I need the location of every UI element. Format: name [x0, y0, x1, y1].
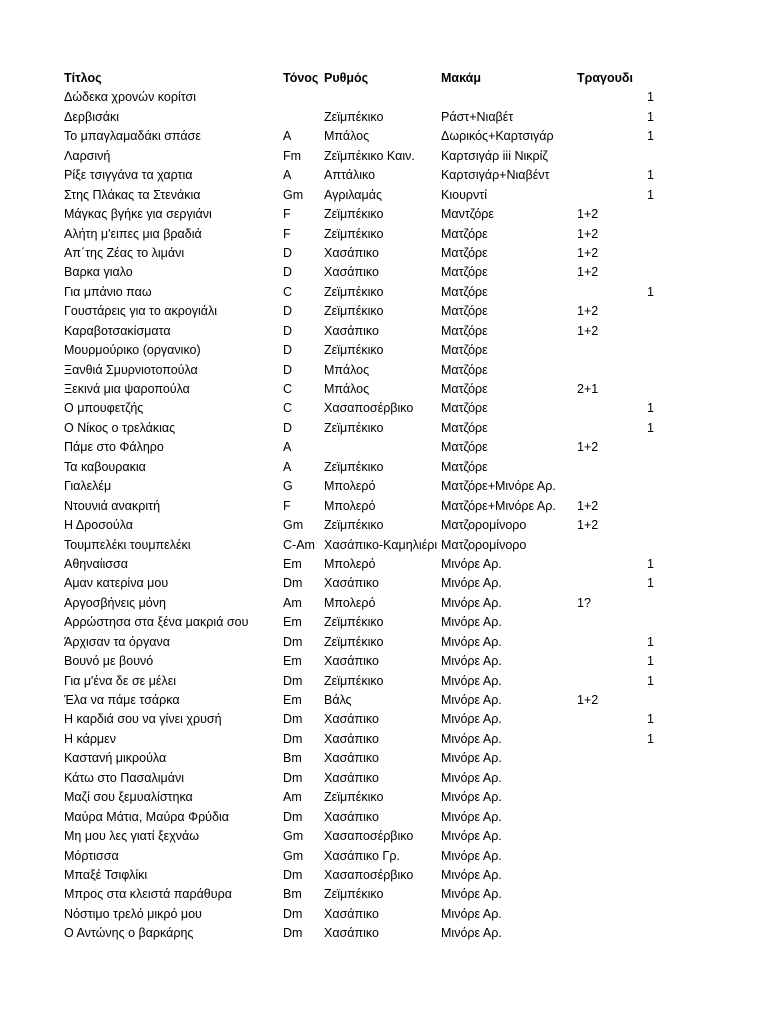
song-title: Γουστάρεις για το ακρογιάλι	[64, 304, 218, 319]
song-title: Μπαξέ Τσιφλίκι	[64, 867, 148, 882]
song-tone: A	[283, 440, 292, 455]
song-flag: 1	[647, 576, 654, 591]
song-vocals: 1+2	[577, 304, 599, 319]
table-body	[0, 88, 768, 943]
song-title: Μη μου λες γιατί ξεχνάω	[64, 829, 200, 844]
song-makam: Ματζόρε	[441, 420, 488, 435]
song-rhythm: Χασάπικο	[324, 809, 379, 824]
song-makam: Ματζόρε	[441, 245, 488, 260]
song-makam: Ματζόρε	[441, 459, 488, 474]
song-rhythm: Ζεϊμπέκικο	[324, 343, 384, 358]
song-tone: D	[283, 304, 293, 319]
song-tone: Dm	[283, 770, 303, 785]
song-tone: Dm	[283, 634, 303, 649]
song-title: Ο Νίκος ο τρελάκιας	[64, 420, 176, 435]
song-rhythm: Χασαποσέρβικο	[324, 401, 414, 416]
song-rhythm: Ζεϊμπέκικο	[324, 109, 384, 124]
song-title: Γιαλελέμ	[64, 479, 112, 494]
table-row	[0, 613, 768, 632]
song-tone: D	[283, 323, 293, 338]
song-makam: Ράστ+Νιαβέτ	[441, 109, 514, 124]
table-row	[0, 147, 768, 166]
song-title: Μουρμούρικο (οργανικο)	[64, 343, 201, 358]
song-tone: A	[283, 168, 292, 183]
song-tone: C	[283, 382, 293, 396]
song-vocals: 1+2	[577, 498, 599, 513]
song-tone: F	[283, 498, 291, 513]
song-makam: Μινόρε Αρ.	[441, 790, 502, 805]
song-title: Ξεκινά μια ψαροπούλα	[64, 382, 190, 396]
song-makam: Καρτσιγάρ iii Νικρίζ	[441, 148, 548, 163]
table-row	[0, 536, 768, 555]
table-row	[0, 710, 768, 729]
table-row	[0, 749, 768, 768]
song-flag: 1	[647, 129, 654, 144]
song-makam: Μινόρε Αρ.	[441, 926, 502, 941]
song-vocals: 1+2	[577, 245, 599, 260]
song-rhythm: Ζεϊμπέκικο	[324, 226, 384, 241]
song-tone: C	[283, 401, 293, 416]
table-row	[0, 827, 768, 846]
table-row	[0, 691, 768, 710]
song-tone: A	[283, 459, 292, 474]
song-title: Στης Πλάκας τα Στενάκια	[64, 187, 201, 202]
song-rhythm: Χασάπικο	[324, 265, 379, 280]
song-tone: Dm	[283, 867, 303, 882]
song-tone: D	[283, 265, 293, 280]
song-rhythm: Χασάπικο-Καμηλιέρι	[324, 537, 438, 552]
table-row	[0, 399, 768, 418]
song-rhythm: Ζεϊμπέκικο	[324, 284, 384, 299]
header-row	[0, 69, 768, 88]
song-tone: Em	[283, 556, 302, 571]
song-makam: Μινόρε Αρ.	[441, 654, 502, 669]
song-title: Καραβοτσακίσματα	[64, 323, 171, 338]
table-row	[0, 808, 768, 827]
song-rhythm: Ζεϊμπέκικο	[324, 459, 384, 474]
song-tone: Dm	[283, 576, 303, 591]
song-makam: Ματζόρε	[441, 343, 488, 358]
song-title: Ντουνιά ανακριτή	[64, 498, 161, 513]
song-rhythm: Ζεϊμπέκικο	[324, 887, 384, 902]
song-flag: 1	[647, 712, 654, 727]
song-tone: Fm	[283, 148, 302, 163]
table-row	[0, 652, 768, 671]
song-makam: Μινόρε Αρ.	[441, 634, 502, 649]
song-title: Βουνό με βουνό	[64, 654, 154, 669]
song-tone: F	[283, 207, 291, 222]
song-title: Λαρσινή	[64, 148, 111, 163]
table-row	[0, 283, 768, 302]
song-tone: Gm	[283, 518, 304, 533]
song-tone: D	[283, 245, 293, 260]
song-tone: Bm	[283, 887, 302, 902]
table-row	[0, 302, 768, 321]
song-makam: Δωρικός+Καρτσιγάρ	[441, 129, 554, 144]
song-table	[0, 69, 768, 944]
song-rhythm: Χασάπικο	[324, 712, 379, 727]
song-makam: Μινόρε Αρ.	[441, 693, 502, 707]
song-vocals: 1+2	[577, 265, 599, 280]
header-tone: Τόνος	[283, 71, 319, 85]
song-tone: Dm	[283, 926, 303, 941]
song-makam: Ματζόρε	[441, 440, 488, 455]
song-makam: Ματζορομίνορο	[441, 537, 527, 552]
table-row	[0, 633, 768, 652]
song-rhythm: Ζεϊμπέκικο	[324, 518, 384, 533]
song-flag: 1	[647, 187, 654, 202]
table-row	[0, 361, 768, 380]
table-row	[0, 885, 768, 904]
song-makam: Μινόρε Αρ.	[441, 887, 502, 902]
song-vocals: 1+2	[577, 226, 599, 241]
song-title: Δερβισάκι	[64, 109, 119, 124]
song-rhythm: Χασάπικο	[324, 245, 379, 260]
song-title: Αργοσβήνεις μόνη	[64, 595, 166, 610]
song-makam: Μινόρε Αρ.	[441, 712, 502, 727]
song-rhythm: Χασάπικο	[324, 926, 379, 941]
song-tone: D	[283, 343, 293, 358]
song-tone: C-Am	[283, 537, 315, 552]
song-makam: Κιουρντί	[441, 187, 487, 202]
song-title: Βαρκα γιαλο	[64, 265, 133, 280]
song-rhythm: Χασάπικο	[324, 654, 379, 669]
song-rhythm: Χασαποσέρβικο	[324, 867, 414, 882]
song-flag: 1	[647, 90, 654, 105]
song-tone: Dm	[283, 809, 303, 824]
song-makam: Μινόρε Αρ.	[441, 615, 502, 630]
song-makam: Ματζόρε	[441, 362, 488, 377]
song-makam: Ματζόρε	[441, 265, 488, 280]
song-title: Έλα να πάμε τσάρκα	[64, 693, 180, 707]
song-rhythm: Αγριλαμάς	[324, 187, 382, 202]
song-vocals: 1+2	[577, 323, 599, 338]
table-row	[0, 341, 768, 360]
song-flag: 1	[647, 168, 654, 183]
song-rhythm: Ζεϊμπέκικο	[324, 634, 384, 649]
song-tone: Bm	[283, 751, 302, 766]
song-rhythm: Μπάλος	[324, 129, 370, 144]
song-makam: Μινόρε Αρ.	[441, 848, 502, 863]
song-rhythm: Μπολερό	[324, 595, 376, 610]
song-flag: 1	[647, 654, 654, 669]
song-makam: Μινόρε Αρ.	[441, 556, 502, 571]
table-row	[0, 88, 768, 107]
song-title: Αλήτη μ'ειπες μια βραδιά	[64, 226, 202, 241]
song-vocals: 1+2	[577, 440, 599, 455]
song-title: Ρίξε τσιγγάνα τα χαρτια	[64, 168, 193, 183]
song-makam: Ματζόρε+Μινόρε Αρ.	[441, 479, 556, 494]
song-makam: Ματζόρε	[441, 226, 488, 241]
song-title: Άρχισαν τα όργανα	[64, 634, 170, 649]
song-rhythm: Χασάπικο Γρ.	[324, 848, 400, 863]
header-rhythm: Ρυθμός	[324, 71, 369, 85]
song-tone: Dm	[283, 712, 303, 727]
song-vocals: 1?	[577, 595, 591, 610]
song-tone: G	[283, 479, 293, 494]
table-row	[0, 866, 768, 885]
table-row	[0, 847, 768, 866]
song-tone: Dm	[283, 731, 303, 746]
song-rhythm: Χασαποσέρβικο	[324, 829, 414, 844]
table-row	[0, 555, 768, 574]
song-flag: 1	[647, 420, 654, 435]
song-rhythm: Απτάλικο	[324, 168, 376, 183]
song-tone: Gm	[283, 187, 304, 202]
song-tone: C	[283, 284, 293, 299]
song-title: Για μπάνιο παω	[64, 284, 152, 299]
song-rhythm: Βάλς	[324, 693, 352, 707]
song-title: Τα καβουρακια	[64, 459, 146, 474]
song-title: Ο Αντώνης ο βαρκάρης	[64, 926, 194, 941]
song-title: Η καρδιά σου να γίνει χρυσή	[64, 712, 222, 727]
song-title: Μαζί σου ξεμυαλίστηκα	[64, 790, 193, 805]
song-makam: Ματζόρε	[441, 382, 488, 396]
song-title: Νόστιμο τρελό μικρό μου	[64, 906, 202, 921]
table-row	[0, 205, 768, 224]
song-vocals: 1+2	[577, 693, 599, 707]
song-tone: Em	[283, 615, 302, 630]
song-tone: Em	[283, 654, 302, 669]
song-title: Αρρώστησα στα ξένα μακριά σου	[64, 615, 249, 630]
song-makam: Μινόρε Αρ.	[441, 809, 502, 824]
song-makam: Ματζόρε	[441, 284, 488, 299]
song-tone: Dm	[283, 906, 303, 921]
song-title: Πάμε στο Φάληρο	[64, 440, 164, 455]
table-row	[0, 244, 768, 263]
song-makam: Μαντζόρε	[441, 207, 494, 222]
song-flag: 1	[647, 109, 654, 124]
song-rhythm: Μπολερό	[324, 498, 376, 513]
song-rhythm: Χασάπικο	[324, 323, 379, 338]
song-title: Κάτω στο Πασαλιμάνι	[64, 770, 184, 785]
song-makam: Ματζόρε	[441, 323, 488, 338]
table-row	[0, 788, 768, 807]
song-title: Απ΄της Ζέας το λιμάνι	[64, 245, 185, 260]
song-makam: Μινόρε Αρ.	[441, 751, 502, 766]
song-rhythm: Χασάπικο	[324, 906, 379, 921]
song-tone: A	[283, 129, 292, 144]
song-title: Μάγκας βγήκε για σεργιάνι	[64, 207, 212, 222]
table-row	[0, 127, 768, 146]
header-sing: Τραγουδι	[577, 71, 633, 85]
song-tone: D	[283, 420, 293, 435]
table-row	[0, 672, 768, 691]
song-title: Μαύρα Μάτια, Μαύρα Φρύδια	[64, 809, 229, 824]
table-row	[0, 263, 768, 282]
song-rhythm: Ζεϊμπέκικο	[324, 420, 384, 435]
song-flag: 1	[647, 284, 654, 299]
song-makam: Μινόρε Αρ.	[441, 673, 502, 688]
song-makam: Ματζορομίνορο	[441, 518, 527, 533]
song-rhythm: Μπολερό	[324, 479, 376, 494]
song-title: Αθηναίισσα	[64, 556, 128, 571]
song-title: Η κάρμεν	[64, 731, 116, 746]
table-row	[0, 730, 768, 749]
song-makam: Μινόρε Αρ.	[441, 770, 502, 785]
song-rhythm: Ζεϊμπέκικο	[324, 673, 384, 688]
song-flag: 1	[647, 401, 654, 416]
song-tone: Dm	[283, 673, 303, 688]
song-rhythm: Ζεϊμπέκικο	[324, 304, 384, 319]
table-row	[0, 380, 768, 399]
song-title: Το μπαγλαμαδάκι σπάσε	[64, 129, 201, 144]
song-rhythm: Χασάπικο	[324, 751, 379, 766]
table-row	[0, 186, 768, 205]
song-makam: Μινόρε Αρ.	[441, 595, 502, 610]
header-title: Τίτλος	[64, 71, 102, 85]
song-makam: Μινόρε Αρ.	[441, 906, 502, 921]
song-rhythm: Μπολερό	[324, 556, 376, 571]
song-tone: Em	[283, 693, 302, 707]
song-makam: Ματζόρε	[441, 401, 488, 416]
table-row	[0, 438, 768, 457]
table-row	[0, 497, 768, 516]
song-title: Αμαν κατερίνα μου	[64, 576, 169, 591]
table-row	[0, 924, 768, 943]
table-row	[0, 769, 768, 788]
header-makam: Μακάμ	[441, 71, 481, 85]
song-makam: Μινόρε Αρ.	[441, 829, 502, 844]
song-flag: 1	[647, 556, 654, 571]
song-title: Μπρος στα κλειστά παράθυρα	[64, 887, 232, 902]
song-rhythm: Ζεϊμπέκικο	[324, 615, 384, 630]
table-row	[0, 574, 768, 593]
song-rhythm: Χασάπικο	[324, 576, 379, 591]
song-title: Δώδεκα χρονών κορίτσι	[64, 90, 196, 105]
song-flag: 1	[647, 634, 654, 649]
song-tone: D	[283, 362, 293, 377]
song-makam: Ματζόρε+Μινόρε Αρ.	[441, 498, 556, 513]
song-makam: Μινόρε Αρ.	[441, 576, 502, 591]
song-tone: Gm	[283, 848, 304, 863]
song-rhythm: Μπάλος	[324, 382, 370, 396]
song-flag: 1	[647, 673, 654, 688]
song-vocals: 1+2	[577, 207, 599, 222]
song-makam: Ματζόρε	[441, 304, 488, 319]
table-row	[0, 905, 768, 924]
song-rhythm: Ζεϊμπέκικο	[324, 207, 384, 222]
song-makam: Καρτσιγάρ+Νιαβέντ	[441, 168, 550, 183]
song-title: Τουμπελέκι τουμπελέκι	[64, 537, 191, 552]
song-vocals: 2+1	[577, 382, 599, 396]
song-flag: 1	[647, 731, 654, 746]
song-title: Η Δροσούλα	[64, 518, 134, 533]
song-tone: F	[283, 226, 291, 241]
song-rhythm: Μπάλος	[324, 362, 370, 377]
table-row	[0, 594, 768, 613]
song-vocals: 1+2	[577, 518, 599, 533]
table-row	[0, 419, 768, 438]
song-tone: Gm	[283, 829, 304, 844]
song-rhythm: Χασάπικο	[324, 770, 379, 785]
song-tone: Am	[283, 790, 302, 805]
table-row	[0, 458, 768, 477]
song-makam: Μινόρε Αρ.	[441, 731, 502, 746]
table-row	[0, 477, 768, 496]
song-title: Μόρτισσα	[64, 848, 119, 863]
song-title: Καστανή μικρούλα	[64, 751, 167, 766]
table-row	[0, 322, 768, 341]
song-rhythm: Ζεϊμπέκικο	[324, 790, 384, 805]
song-tone: Am	[283, 595, 302, 610]
table-row	[0, 166, 768, 185]
table-row	[0, 516, 768, 535]
song-title: Για μ'ένα δε σε μέλει	[64, 673, 177, 688]
song-rhythm: Χασάπικο	[324, 731, 379, 746]
song-rhythm: Ζεϊμπέκικο Καιν.	[324, 148, 415, 163]
table-row	[0, 225, 768, 244]
song-makam: Μινόρε Αρ.	[441, 867, 502, 882]
song-title: Ξανθιά Σμυρνιοτοπούλα	[64, 362, 198, 377]
song-title: Ο μπουφετζής	[64, 401, 144, 416]
table-row	[0, 108, 768, 127]
